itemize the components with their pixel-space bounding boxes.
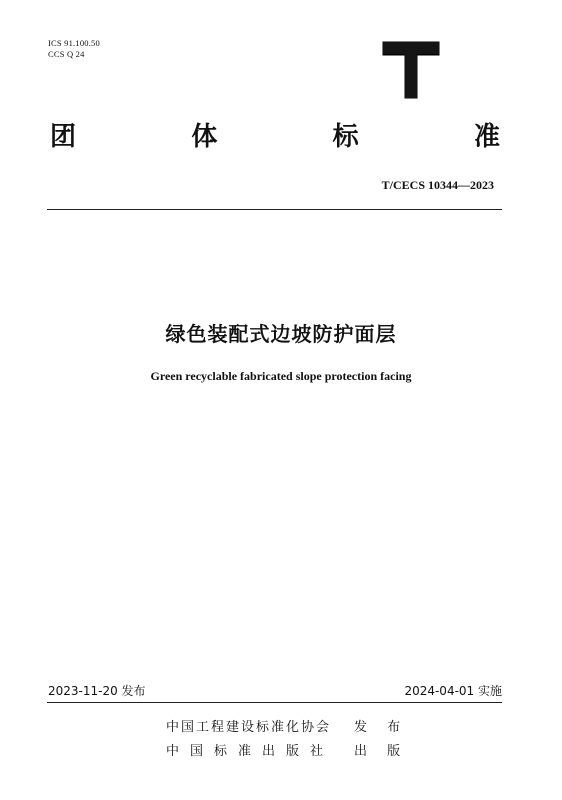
title-chinese: 绿色装配式边坡防护面层	[165, 322, 397, 346]
standard-logo-t	[381, 40, 441, 100]
ccs-code: CCS Q 24	[48, 49, 85, 59]
standard-type-char: 团	[50, 122, 77, 152]
publisher-role: 出 版	[354, 744, 409, 759]
bottom-divider	[47, 702, 502, 703]
standard-type-char: 体	[191, 122, 218, 152]
classification-codes	[48, 38, 100, 60]
issue-date: 2023-11-20 发布	[48, 684, 146, 698]
standard-type-char: 标	[332, 122, 359, 152]
ics-code: ICS 91.100.50	[48, 38, 100, 48]
top-divider	[47, 209, 502, 210]
standard-type-heading	[50, 120, 500, 154]
publisher-org: 中国标准出版社	[166, 744, 335, 759]
standard-type-char: 准	[473, 122, 500, 152]
publisher-row	[166, 716, 409, 735]
standard-number: T/CECS 10344—2023	[381, 178, 494, 192]
publisher-row	[166, 740, 409, 759]
publisher-role: 发 布	[354, 720, 409, 735]
publisher-org: 中国工程建设标准化协会	[166, 720, 332, 735]
implementation-date: 2024-04-01 实施	[404, 684, 502, 698]
title-english: Green recyclable fabricated slope protection facing	[150, 369, 412, 383]
